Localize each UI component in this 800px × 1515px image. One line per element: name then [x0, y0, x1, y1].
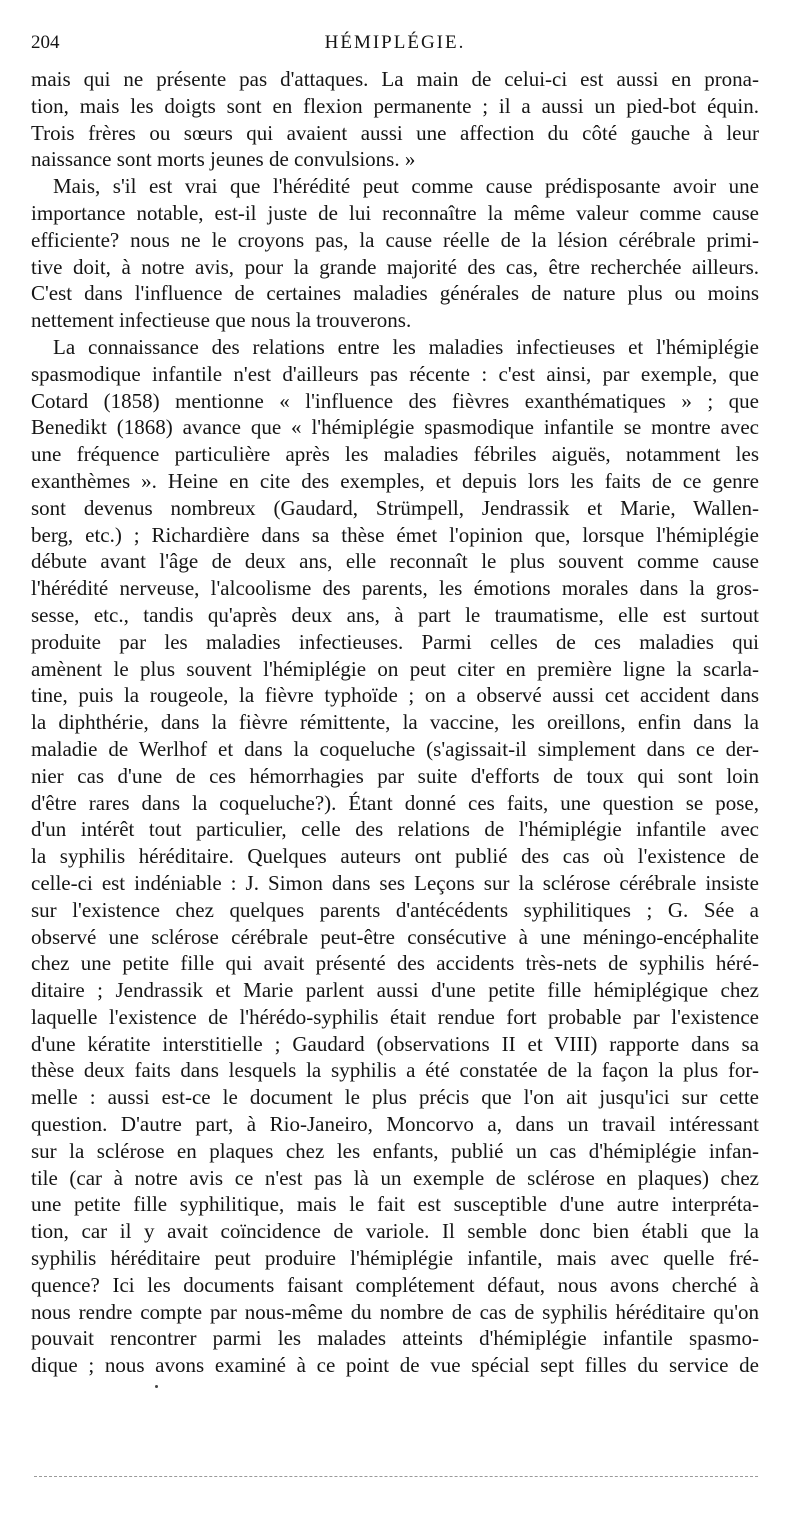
text-line: celle-ci est indéniable : J. Simon dans ses Leçons sur la sclérose cérébrale insiste — [31, 870, 759, 895]
text-line: sesse, etc., tandis qu'après deux ans, à part le traumatisme, elle est surtout — [31, 602, 759, 627]
text-line: la syphilis héréditaire. Quelques auteurs ont publié des cas où l'existence de — [31, 844, 759, 869]
text-line: d'un intérêt tout particulier, celle des relations de l'hémiplégie infantile avec — [31, 817, 759, 842]
text-line: sur la sclérose en plaques chez les enfants, publié un cas d'hémiplégie infan- — [31, 1138, 759, 1163]
text-line: thèse deux faits dans lesquels la syphilis a été constatée de la façon la plus for- — [31, 1058, 759, 1083]
text-line: nettement infectieuse que nous la trouverons. — [31, 308, 412, 333]
page-number: 204 — [31, 32, 60, 53]
text-line: nous rendre compte par nous-même du nombre de cas de syphilis héréditaire qu'on — [31, 1299, 759, 1324]
text-line: Mais, s'il est vrai que l'hérédité peut comme cause prédisposante avoir une — [53, 174, 759, 199]
text-line: une petite fille syphilitique, mais le fait est susceptible d'une autre interpréta- — [31, 1192, 759, 1217]
text-line: tive doit, à notre avis, pour la grande majorité des cas, être recherchée ailleurs. — [31, 254, 759, 279]
text-line: laquelle l'existence de l'hérédo-syphilis était rendue fort probable par l'existence — [31, 1004, 759, 1029]
text-line: d'être rares dans la coqueluche?). Étant donné ces faits, une question se pose, — [31, 790, 759, 815]
text-line: berg, etc.) ; Richardière dans sa thèse émet l'opinion que, lorsque l'hémiplégie — [31, 522, 759, 547]
text-line: Cotard (1858) mentionne « l'influence des fièvres exanthématiques » ; que — [31, 388, 759, 413]
text-line: d'une kératite interstitielle ; Gaudard (observations II et VIII) rapporte dans sa — [31, 1031, 759, 1056]
text-line: question. D'autre part, à Rio-Janeiro, Moncorvo a, dans un travail intéressant — [31, 1112, 759, 1137]
text-line: mais qui ne présente pas d'attaques. La main de celui-ci est aussi en prona- — [31, 67, 759, 91]
text-line: une fréquence particulière après les maladies fébriles aiguës, notamment les — [31, 442, 759, 467]
text-line: importance notable, est-il juste de lui reconnaître la même valeur comme cause — [31, 200, 759, 225]
text-line: syphilis héréditaire peut produire l'hémiplégie infantile, mais avec quelle fré- — [31, 1246, 759, 1271]
text-line: débute avant l'âge de deux ans, elle reconnaît le plus souvent comme cause — [31, 549, 759, 574]
text-line: observé une sclérose cérébrale peut-être consécutive à une méningo-encéphalite — [31, 924, 759, 949]
text-line: tine, puis la rougeole, la fièvre typhoïde ; on a observé aussi cet accident dans — [31, 683, 759, 708]
text-line: ditaire ; Jendrassik et Marie parlent aussi d'une petite fille hémiplégique chez — [31, 978, 759, 1003]
text-line: melle : aussi est-ce le document le plus précis que l'on ait jusqu'ici sur cette — [31, 1085, 759, 1110]
text-line: spasmodique infantile n'est d'ailleurs pas récente : c'est ainsi, par exemple, que — [31, 361, 759, 386]
text-line: produite par les maladies infectieuses. Parmi celles de ces maladies qui — [31, 629, 759, 654]
text-line: nier cas d'une de ces hémorrhagies par suite d'efforts de toux qui sont loin — [31, 763, 759, 788]
text-line: quence? Ici les documents faisant complétement défaut, nous avons cherché à — [31, 1272, 759, 1297]
text-line: dique ; nous avons examiné à ce point de vue spécial sept filles du service de — [31, 1353, 759, 1378]
text-line: naissance sont morts jeunes de convulsions. » — [31, 147, 416, 172]
text-line: amènent le plus souvent l'hémiplégie on peut citer en première ligne la scarla- — [31, 656, 759, 681]
text-line: efficiente? nous ne le croyons pas, la cause réelle de la lésion cérébrale primi- — [31, 227, 759, 252]
text-line: maladie de Werlhof et dans la coqueluche (s'agissait-il simplement dans ce der- — [31, 736, 759, 761]
footer-dashed-rule — [34, 1476, 758, 1477]
running-title: HÉMIPLÉGIE. — [324, 32, 466, 53]
text-line: tion, mais les doigts sont en flexion permanente ; il a aussi un pied-bot équin. — [31, 93, 759, 118]
text-line: pouvait rencontrer parmi les malades atteints d'hémiplégie infantile spasmo- — [31, 1326, 759, 1351]
ink-speck — [155, 1385, 158, 1388]
text-line: la diphthérie, dans la fièvre rémittente, la vaccine, les oreillons, enfin dans la — [31, 710, 759, 735]
text-line: sur l'existence chez quelques parents d'antécédents syphilitiques ; G. Sée a — [31, 897, 759, 922]
page-header — [31, 32, 759, 60]
body-text — [31, 66, 759, 1379]
text-line: La connaissance des relations entre les maladies infectieuses et l'hémiplégie — [53, 334, 759, 359]
text-line: Trois frères ou sœurs qui avaient aussi une affection du côté gauche à leur — [31, 120, 759, 145]
text-line: tion, car il y avait coïncidence de variole. Il semble donc bien établi que la — [31, 1219, 759, 1244]
text-line: l'hérédité nerveuse, l'alcoolisme des parents, les émotions morales dans la gros- — [31, 576, 759, 601]
text-line: C'est dans l'influence de certaines maladies générales de nature plus ou moins — [31, 281, 759, 306]
text-line: tile (car à notre avis ce n'est pas là un exemple de sclérose en plaques) chez — [31, 1165, 759, 1190]
text-line: Benedikt (1868) avance que « l'hémiplégie spasmodique infantile se montre avec — [31, 415, 759, 440]
text-line: chez une petite fille qui avait présenté des accidents très-nets de syphilis héré- — [31, 951, 759, 976]
text-line: sont devenus nombreux (Gaudard, Strümpell, Jendrassik et Marie, Wallen- — [31, 495, 759, 520]
text-line: exanthèmes ». Heine en cite des exemples, et depuis lors les faits de ce genre — [31, 468, 759, 493]
